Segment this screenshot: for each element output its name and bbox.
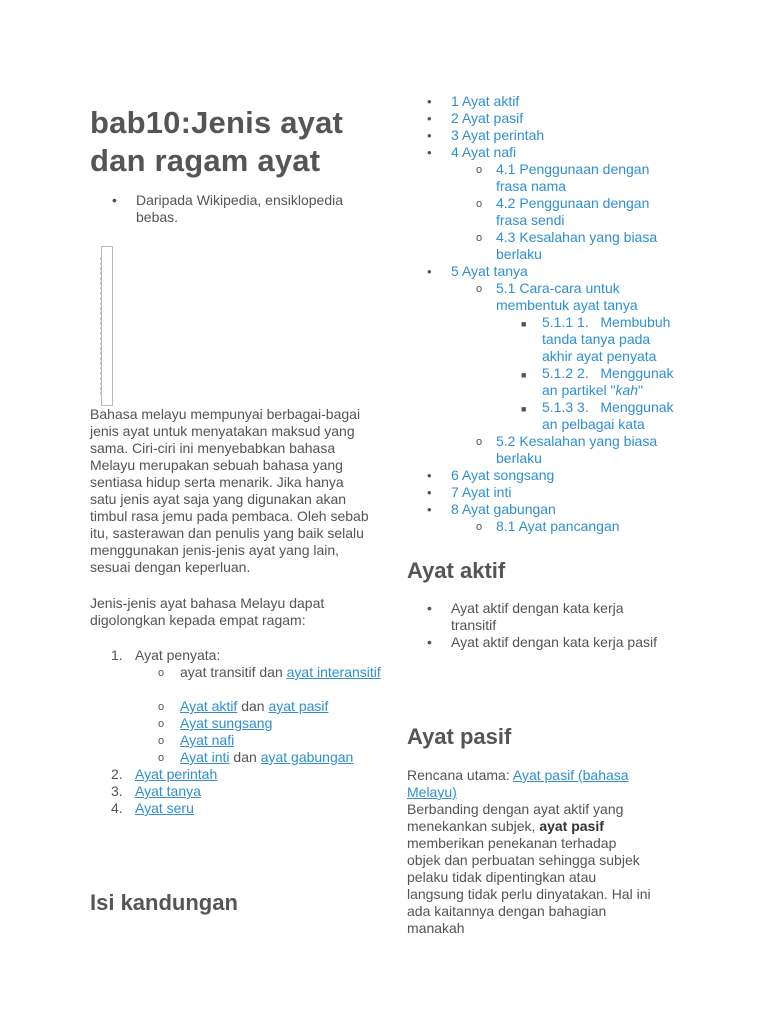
toc-item-5-1-2[interactable]: 5.1.2 2. Menggunak <box>542 365 674 381</box>
intro-paragraph: Bahasa melayu mempunyai berbagai-bagai jenis ayat untuk menyatakan maksud yang sama. Ciri-ciri ini menyebabkan bahasa Melayu merupakan sebuah bahasa yang sentiasa hidup serta menarik. Jika hanya satu jenis ayat saja yang digunakan akan timbul rasa jemu pada pembaca. Oleh sebab itu, sasterawan dan penulis yang baik selalu menggunakan jenis-jenis ayat yang lain, sesuai dengan keperluan. <box>90 406 369 575</box>
bullet-icon: • <box>427 634 432 650</box>
toc-item-5-2-cont[interactable]: berlaku <box>496 450 542 466</box>
toc-item-5-1-3-cont[interactable]: an pelbagai kata <box>542 416 645 432</box>
ayat-pasif-body: Rencana utama: Ayat pasif (bahasa Melayu) Berbanding dengan ayat aktif yang menekankan subjek, ayat pasif memberikan penekanan terhadap objek dan perbuatan sehingga subjek pelaku tidak dipentingkan atau langsung tidak perlu dinyatakan. Hal ini ada kaitannya dengan bahagian manakah <box>407 767 651 936</box>
list-item: 1. Ayat penyata: <box>111 647 221 663</box>
bullet-icon: • <box>427 485 432 500</box>
toc-item-6[interactable]: 6 Ayat songsang <box>451 467 555 483</box>
square-bullet-icon: ■ <box>521 404 527 414</box>
bullet-icon: • <box>427 128 432 143</box>
toc-item-8[interactable]: 8 Ayat gabungan <box>451 501 556 517</box>
circle-bullet-icon: o <box>476 436 483 448</box>
toc-item-5-1-1[interactable]: 5.1.1 1. Membubuh <box>542 314 671 330</box>
toc-item-5-1-2-cont[interactable]: an partikel "kah" <box>542 382 644 398</box>
sub-list-item <box>90 715 370 732</box>
toc-item-4-3[interactable]: 4.3 Kesalahan yang biasa <box>496 229 658 245</box>
link-ayat-pasif[interactable]: ayat pasif <box>268 698 329 714</box>
toc-item-5-1-1-cont[interactable]: tanda tanya pada <box>542 331 651 347</box>
toc-item-2[interactable]: 2 Ayat pasif <box>451 110 524 126</box>
list-item: 3. Ayat tanya <box>111 783 201 799</box>
bullet-icon: • <box>427 145 432 160</box>
square-bullet-icon: ■ <box>521 319 527 329</box>
table-of-contents <box>407 93 707 535</box>
sub-list-item: o Ayat inti dan ayat gabungan <box>158 749 354 765</box>
circle-bullet-icon: o <box>476 232 483 244</box>
toc-item-5-1-1-cont2[interactable]: akhir ayat penyata <box>542 348 657 364</box>
ayat-aktif-heading: Ayat aktif <box>407 558 506 583</box>
bullet-icon: • <box>427 468 432 483</box>
link-ayat-inti[interactable]: Ayat inti <box>180 749 230 765</box>
ragam-intro: Jenis-jenis ayat bahasa Melayu dapat digolongkan kepada empat ragam: <box>90 595 325 628</box>
bullet-icon: • <box>427 94 432 109</box>
toc-item-5-1[interactable]: 5.1 Cara-cara untuk <box>496 280 620 296</box>
source-note-text: Daripada Wikipedia, ensiklopedia bebas. <box>136 192 344 225</box>
ayat-pasif-heading: Ayat pasif <box>407 724 512 749</box>
circle-bullet-icon: o <box>158 752 165 764</box>
link-ayat-nafi[interactable]: Ayat nafi <box>180 732 235 748</box>
bullet-icon: • <box>112 192 117 208</box>
sub-item-text: ayat transitif dan <box>180 664 287 680</box>
ayat-aktif-list <box>407 600 707 651</box>
link-ayat-perintah[interactable]: Ayat perintah <box>135 766 218 782</box>
toc-item-5-2[interactable]: 5.2 Kesalahan yang biasa <box>496 433 658 449</box>
ragam-list <box>90 647 381 817</box>
circle-bullet-icon: o <box>158 735 165 747</box>
circle-bullet-icon: o <box>158 718 165 730</box>
list-item: • Ayat aktif dengan kata kerja pasif <box>427 634 657 650</box>
toc-item-4[interactable]: 4 Ayat nafi <box>451 144 517 160</box>
list-item-label: Ayat penyata: <box>135 647 221 663</box>
sub-list-item: o Ayat aktif dan ayat pasif <box>158 698 329 714</box>
list-item: • Ayat aktif dengan kata kerja transitif <box>427 600 624 633</box>
toc-item-5-1-3[interactable]: 5.1.3 3. Menggunak <box>542 399 674 415</box>
list-item: 4. Ayat seru <box>111 800 194 816</box>
bullet-icon: • <box>427 600 432 616</box>
link-ayat-seru[interactable]: Ayat seru <box>135 800 194 816</box>
bullet-icon: • <box>427 111 432 126</box>
toc-item-8-1[interactable]: 8.1 Ayat pancangan <box>496 518 620 534</box>
image-placeholder <box>101 246 113 406</box>
link-ayat-aktif[interactable]: Ayat aktif <box>180 698 238 714</box>
toc-item-3[interactable]: 3 Ayat perintah <box>451 127 545 143</box>
link-ayat-gabungan[interactable]: ayat gabungan <box>260 749 354 765</box>
toc-item-5-1-cont[interactable]: membentuk ayat tanya <box>496 297 638 313</box>
link-ayat-sungsang[interactable]: Ayat sungsang <box>180 715 273 731</box>
toc-item-1[interactable]: 1 Ayat aktif <box>451 93 520 109</box>
circle-bullet-icon: o <box>476 164 483 176</box>
square-bullet-icon: ■ <box>521 370 527 380</box>
circle-bullet-icon: o <box>476 198 483 210</box>
circle-bullet-icon: o <box>158 667 165 679</box>
sub-list-item <box>90 664 381 681</box>
toc-item-7[interactable]: 7 Ayat inti <box>451 484 512 500</box>
toc-item-4-1-cont[interactable]: frasa nama <box>496 178 567 194</box>
isi-kandungan-heading: Isi kandungan <box>90 890 238 915</box>
link-ayat-pasif-bahasa-melayu[interactable]: Ayat pasif (bahasa Melayu) <box>407 767 629 800</box>
circle-bullet-icon: o <box>158 701 165 713</box>
toc-item-4-2-cont[interactable]: frasa sendi <box>496 212 565 228</box>
bullet-icon: • <box>427 264 432 279</box>
toc-item-4-2[interactable]: 4.2 Penggunaan dengan <box>496 195 650 211</box>
link-ayat-tanya[interactable]: Ayat tanya <box>135 783 201 799</box>
bullet-icon: • <box>427 502 432 517</box>
link-ayat-interansitif[interactable]: ayat interansitif <box>286 664 381 680</box>
list-item: 2. Ayat perintah <box>111 766 218 782</box>
toc-item-5[interactable]: 5 Ayat tanya <box>451 263 528 279</box>
circle-bullet-icon: o <box>476 521 483 533</box>
toc-item-4-1[interactable]: 4.1 Penggunaan dengan <box>496 161 650 177</box>
circle-bullet-icon: o <box>476 283 483 295</box>
toc-item-4-3-cont[interactable]: berlaku <box>496 246 542 262</box>
sub-list-item <box>90 732 370 749</box>
page-title: bab10:Jenis ayat dan ragam ayat <box>90 105 344 178</box>
